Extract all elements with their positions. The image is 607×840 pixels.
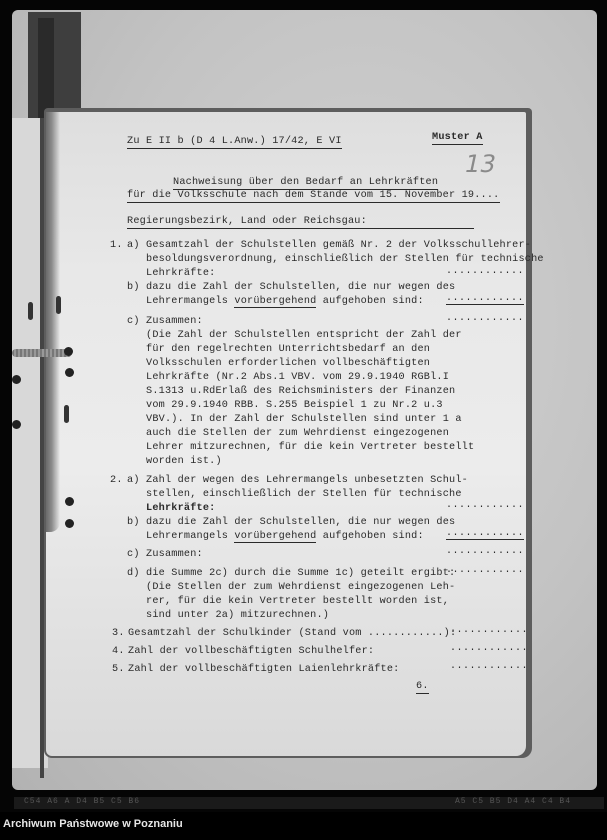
binder-spine-strip xyxy=(38,18,54,118)
punch-hole xyxy=(65,368,74,377)
punch-slot xyxy=(56,296,61,314)
item-2d-note: rer, für die kein Vertreter bestellt worden ist, xyxy=(146,596,450,607)
punch-hole xyxy=(12,375,21,384)
item-5-number: 5. xyxy=(112,664,125,675)
item-1b-field[interactable]: ............ xyxy=(446,293,525,304)
binding-string xyxy=(12,349,72,357)
item-1c-note: S.1313 u.RdErlaß des Reichsministers der Finanzen xyxy=(146,386,456,397)
page-fold-shadow xyxy=(46,112,60,532)
punch-hole xyxy=(65,497,74,506)
item-1a-line: Lehrkräfte: xyxy=(146,268,216,279)
item-2d-field[interactable]: ............ xyxy=(446,565,525,576)
item-1c-note: Lehrer mitzurechnen, für die kein Vertreter bestellt xyxy=(146,442,475,453)
ruler-labels-right: A5 C5 B5 D4 A4 C4 B4 xyxy=(455,797,572,806)
item-1c-line: Zusammen: xyxy=(146,316,203,327)
item-1c-label: c) xyxy=(127,316,140,327)
item-1a-field[interactable]: ............ xyxy=(446,266,525,277)
punch-hole xyxy=(64,347,73,356)
item-2a-field[interactable]: ............ xyxy=(446,500,525,511)
item-1c-note: vom 29.9.1940 RBB. S.255 Beispiel 1 zu Nr.2 u.3 xyxy=(146,400,443,411)
punch-slot xyxy=(64,405,69,423)
item-1b-label: b) xyxy=(127,282,140,293)
title-line-1: Nachweisung über den Bedarf an Lehrkräften xyxy=(173,177,439,188)
item-3-number: 3. xyxy=(112,628,125,639)
item-2b-label: b) xyxy=(127,517,140,528)
title-line-2: für die Volksschule nach dem Stande vom 15. November 19.... xyxy=(127,190,500,201)
item-2d-line: die Summe 2c) durch die Summe 1c) geteilt ergibt: xyxy=(146,568,456,579)
item-1b-line: dazu die Zahl der Schulstellen, die nur wegen des xyxy=(146,282,456,293)
handwritten-page-number: 13 xyxy=(462,150,499,178)
item-2-number: 2. xyxy=(110,475,123,486)
item-1c-note: (Die Zahl der Schulstellen entspricht der Zahl der xyxy=(146,330,462,341)
item-2b-line: dazu die Zahl der Schulstellen, die nur wegen des xyxy=(146,517,456,528)
binder-spine xyxy=(28,12,81,120)
punch-hole xyxy=(12,420,21,429)
archive-name: Archiwum Państwowe w Poznaniu xyxy=(3,818,183,830)
item-1c-note: Volksschulen erforderlichen vollbeschäftigten xyxy=(146,358,431,369)
emphasis-vorubergehend: vorübergehend xyxy=(234,531,317,542)
continuation-marker: 6. xyxy=(416,681,429,692)
item-1c-field[interactable]: ............ xyxy=(446,313,525,324)
item-2a-line: Zahl der wegen des Lehrermangels unbesetzten Schul- xyxy=(146,475,468,486)
item-1c-note: Lehrkräfte (Nr.2 Abs.1 VBV. vom 29.9.1940 RGBl.I xyxy=(146,372,450,383)
item-1b-line: Lehrermangels vorübergehend aufgehoben sind: xyxy=(146,296,424,307)
item-2b-line: Lehrermangels vorübergehend aufgehoben sind: xyxy=(146,531,424,542)
item-2d-label: d) xyxy=(127,568,140,579)
punch-hole xyxy=(65,519,74,528)
reference-code: Zu E II b (D 4 L.Anw.) 17/42, E VI xyxy=(127,136,342,147)
item-1a-line: besoldungsverordnung, einschließlich der Stellen für technische xyxy=(146,254,544,265)
item-2c-line: Zusammen: xyxy=(146,549,203,560)
item-2a-line: Lehrkräfte: xyxy=(146,503,216,514)
item-2a-line: stellen, einschließlich der Stellen für technische xyxy=(146,489,462,500)
item-4-text: Zahl der vollbeschäftigten Schulhelfer: xyxy=(128,646,375,657)
item-1c-note: worden ist.) xyxy=(146,456,222,467)
item-5-text: Zahl der vollbeschäftigten Laienlehrkräfte: xyxy=(128,664,400,675)
item-2d-note: (Die Stellen der zum Wehrdienst eingezogenen Leh- xyxy=(146,582,456,593)
item-2c-label: c) xyxy=(127,549,140,560)
item-1c-note: für den regelrechten Unterrichtsbedarf an den xyxy=(146,344,431,355)
item-2d-note: sind unter 2a) mitzurechnen.) xyxy=(146,610,330,621)
punch-slot xyxy=(28,302,33,320)
item-1a-line: Gesamtzahl der Schulstellen gemäß Nr. 2 der Volksschullehrer- xyxy=(146,240,532,251)
item-5-field[interactable]: ............ xyxy=(450,661,529,672)
item-2c-field[interactable]: ............ xyxy=(446,546,525,557)
form-label: Muster A xyxy=(432,132,483,143)
item-1-number: 1. xyxy=(110,240,123,251)
item-3-field[interactable]: ............ xyxy=(450,625,529,636)
item-1c-note: auch die Stellen der zum Wehrdienst eingezogenen xyxy=(146,428,450,439)
item-1a-label: a) xyxy=(127,240,140,251)
item-2b-field[interactable]: ............ xyxy=(446,528,525,539)
item-4-number: 4. xyxy=(112,646,125,657)
item-3-text: Gesamtzahl der Schulkinder (Stand vom ............): xyxy=(128,628,457,639)
region-label: Regierungsbezirk, Land oder Reichsgau: xyxy=(127,216,474,229)
ruler-labels-left: C54 A6 A D4 B5 C5 B6 xyxy=(24,797,141,806)
item-1c-note: VBV.). In der Zahl der Schulstellen sind unter 1 a xyxy=(146,414,462,425)
emphasis-vorubergehend: vorübergehend xyxy=(234,296,317,307)
item-4-field[interactable]: ............ xyxy=(450,643,529,654)
item-2a-label: a) xyxy=(127,475,140,486)
